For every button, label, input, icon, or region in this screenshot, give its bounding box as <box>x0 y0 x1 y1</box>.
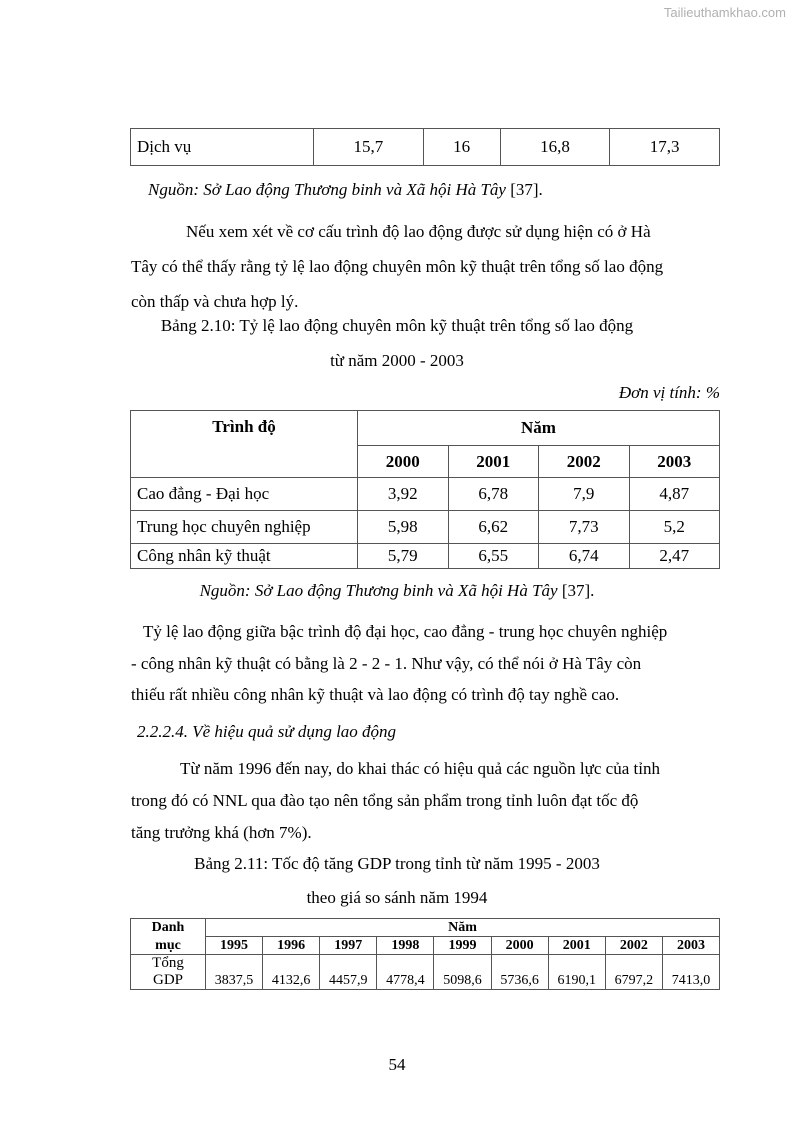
cell: 7,73 <box>539 511 630 544</box>
cell: 5,2 <box>629 511 720 544</box>
year-header: 1997 <box>320 937 377 955</box>
cell: 7413,0 <box>662 955 719 990</box>
year-header: 2003 <box>629 446 720 478</box>
cell: 6190,1 <box>548 955 605 990</box>
year-header: 2001 <box>548 937 605 955</box>
paragraph-line: - công nhân kỹ thuật có bằng là 2 - 2 - 1. Như vậy, có thể nói ở Hà Tây còn <box>131 654 642 673</box>
cell: 4457,9 <box>320 955 377 990</box>
cell: 3837,5 <box>206 955 263 990</box>
header-category: Danh <box>131 919 206 937</box>
paragraph-line: Tây có thể thấy rằng tỷ lệ lao động chuyên môn kỹ thuật trên tổng số lao động <box>131 257 664 276</box>
cell: 6,55 <box>448 544 539 569</box>
year-header: 1999 <box>434 937 491 955</box>
table-row <box>131 129 720 166</box>
cell: 6,74 <box>539 544 630 569</box>
row-label-line: GDP <box>152 972 183 988</box>
row-label-line: Tổng <box>152 955 184 971</box>
cell: 7,9 <box>539 478 630 511</box>
page-number: 54 <box>388 1055 406 1074</box>
table-caption: theo giá so sánh năm 1994 <box>306 888 488 907</box>
cell: 4,87 <box>629 478 720 511</box>
paragraph-line: thiếu rất nhiều công nhân kỹ thuật và lao động có trình độ tay nghề cao. <box>131 685 620 704</box>
table-row <box>131 955 720 990</box>
year-header: 1998 <box>377 937 434 955</box>
section-heading: 2.2.2.4. Về hiệu quả sử dụng lao động <box>137 722 397 741</box>
cell: 5,98 <box>358 511 449 544</box>
year-header: 2002 <box>605 937 662 955</box>
cell: 16 <box>423 129 500 166</box>
year-header: 2003 <box>662 937 719 955</box>
table-continued <box>130 128 720 166</box>
cell: 5,79 <box>358 544 449 569</box>
year-header: 1995 <box>206 937 263 955</box>
unit-note: Đơn vị tính: % <box>618 383 720 402</box>
cell: 5098,6 <box>434 955 491 990</box>
paragraph-line: còn thấp và chưa hợp lý. <box>131 292 299 311</box>
year-header: 2000 <box>358 446 449 478</box>
row-label: Công nhân kỹ thuật <box>131 544 358 569</box>
cell: 2,47 <box>629 544 720 569</box>
cell: 4132,6 <box>263 955 320 990</box>
header-year: Năm <box>358 411 720 446</box>
header-category: mục <box>131 937 206 955</box>
source-note <box>148 180 543 200</box>
year-header: 2002 <box>539 446 630 478</box>
paragraph-line: Nếu xem xét về cơ cấu trình độ lao động được sử dụng hiện có ở Hà <box>186 222 651 241</box>
cell: 6797,2 <box>605 955 662 990</box>
source-text: Nguồn: Sở Lao động Thương binh và Xã hội Hà Tây <box>199 581 558 600</box>
cell: 6,62 <box>448 511 539 544</box>
table-2-11 <box>130 918 720 990</box>
header-year: Năm <box>206 919 720 937</box>
cell: 17,3 <box>610 129 720 166</box>
table-row <box>131 511 720 544</box>
year-header: 2000 <box>491 937 548 955</box>
cell: 16,8 <box>500 129 610 166</box>
table-caption: Bảng 2.10: Tỷ lệ lao động chuyên môn kỹ thuật trên tổng số lao động <box>160 316 634 335</box>
cell: 4778,4 <box>377 955 434 990</box>
cell: 5736,6 <box>491 955 548 990</box>
year-header: 1996 <box>263 937 320 955</box>
source-text: Nguồn: Sở Lao động Thương binh và Xã hội Hà Tây <box>148 180 506 199</box>
source-ref: [37]. <box>557 581 595 600</box>
year-header: 2001 <box>448 446 539 478</box>
source-ref: [37]. <box>505 180 543 199</box>
table-row <box>131 544 720 569</box>
watermark: Tailieuthamkhao.com <box>663 5 786 20</box>
header-level: Trình độ <box>131 411 358 478</box>
paragraph-line: Từ năm 1996 đến nay, do khai thác có hiệu quả các nguồn lực của tỉnh <box>180 759 660 778</box>
row-label <box>131 955 206 990</box>
cell: 15,7 <box>314 129 424 166</box>
row-label: Trung học chuyên nghiệp <box>131 511 358 544</box>
paragraph-line: trong đó có NNL qua đào tạo nên tổng sản phẩm trong tỉnh luôn đạt tốc độ <box>131 791 639 810</box>
cell: 6,78 <box>448 478 539 511</box>
paragraph-line: Tỷ lệ lao động giữa bậc trình độ đại học, cao đẳng - trung học chuyên nghiệp <box>143 622 668 641</box>
paragraph-line: tăng trưởng khá (hơn 7%). <box>131 823 312 842</box>
cell: 3,92 <box>358 478 449 511</box>
table-row <box>131 478 720 511</box>
table-2-10 <box>130 410 720 569</box>
row-label: Cao đẳng - Đại học <box>131 478 358 511</box>
source-note <box>0 581 794 601</box>
row-label: Dịch vụ <box>131 129 314 166</box>
table-caption: từ năm 2000 - 2003 <box>330 351 464 370</box>
table-caption: Bảng 2.11: Tốc độ tăng GDP trong tỉnh từ năm 1995 - 2003 <box>194 854 600 873</box>
